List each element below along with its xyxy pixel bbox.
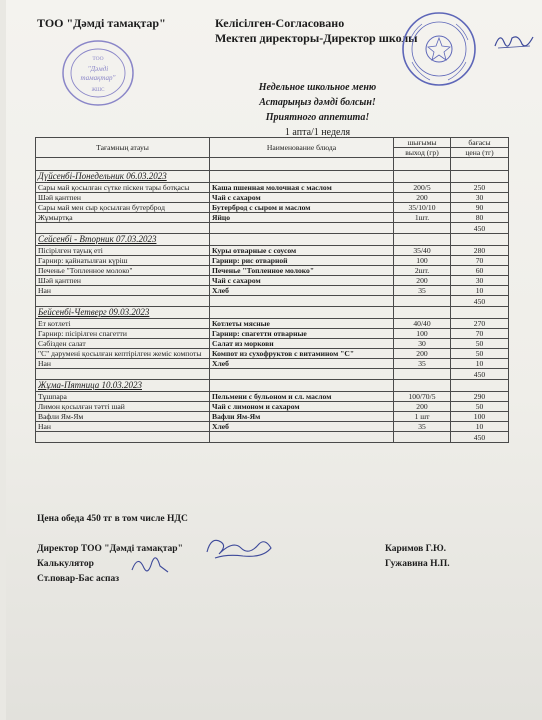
signatory-names — [385, 542, 450, 572]
dish-name-kz: Нан — [36, 422, 210, 432]
table-row — [36, 286, 509, 296]
table-row — [36, 193, 509, 203]
dish-name-ru: Салат из моркови — [210, 339, 394, 349]
chef-title: Ст.повар-Бас аспаз — [37, 574, 120, 584]
table-row — [36, 203, 509, 213]
dish-name-ru: Гарнир: рис отварной — [210, 256, 394, 266]
dish-price: 80 — [451, 213, 509, 223]
column-header-price-ru: цена (тг) — [451, 148, 509, 158]
stamp-line2: "Дәмді — [87, 65, 109, 73]
dish-name-kz: Гарнир: қайнатылған күріш — [36, 256, 210, 266]
total-row — [36, 432, 509, 443]
column-header-name-ru: Наименование блюда — [210, 138, 394, 158]
approval-title: Келісілген-Согласовано — [215, 16, 345, 30]
table-row — [36, 359, 509, 369]
school-seal — [400, 10, 478, 88]
dish-yield: 1шт. — [394, 213, 451, 223]
day-total: 450 — [451, 223, 509, 234]
dish-name-kz: Жұмыртқа — [36, 213, 210, 223]
dish-name-kz: Сары май қосылған сүтке піскен тары ботқасы — [36, 183, 210, 193]
dish-price: 270 — [451, 319, 509, 329]
dish-yield: 35/40 — [394, 246, 451, 256]
week-label: 1 апта/1 неделя — [284, 127, 351, 138]
director-title: Директор ТОО "Дәмді тамақтар" — [37, 544, 183, 554]
stamp-line1: ТОО — [92, 56, 104, 62]
calculator-name: Гужавина Н.П. — [385, 559, 450, 569]
dish-yield: 200 — [394, 349, 451, 359]
table-row — [36, 392, 509, 402]
dish-name-ru: Хлеб — [210, 286, 394, 296]
dish-price: 70 — [451, 256, 509, 266]
dish-price: 50 — [451, 349, 509, 359]
dish-name-ru: Каша пшенная молочная с маслом — [210, 183, 394, 193]
day-title: Сейсенбі - Вторник 07.03.2023 — [36, 234, 210, 246]
menu-table — [35, 137, 509, 443]
dish-name-ru: Гарнир: спагетти отварные — [210, 329, 394, 339]
dish-price: 10 — [451, 286, 509, 296]
dish-yield: 2шт. — [394, 266, 451, 276]
dish-name-ru: Пельмени с бульоном и сл. маслом — [210, 392, 394, 402]
dish-name-kz: Тұшпара — [36, 392, 210, 402]
dish-name-kz: Лимон қосылған тәтті шай — [36, 402, 210, 412]
column-header-name-kz: Тағамның атауы — [36, 138, 210, 158]
day-title: Бейсенбі-Четверг 09.03.2023 — [36, 307, 210, 319]
dish-price: 90 — [451, 203, 509, 213]
stamp-line3: тамақтар" — [80, 74, 116, 82]
approval-block — [215, 16, 418, 46]
day-total: 450 — [451, 432, 509, 443]
day-title: Жұма-Пятница 10.03.2023 — [36, 380, 210, 392]
dish-price: 70 — [451, 329, 509, 339]
dish-yield: 100/70/5 — [394, 392, 451, 402]
dish-name-ru: Компот из сухофруктов с витамином "С" — [210, 349, 394, 359]
table-row — [36, 422, 509, 432]
dish-price: 280 — [451, 246, 509, 256]
dish-name-kz: Пісірілген тауық еті — [36, 246, 210, 256]
dish-yield: 100 — [394, 329, 451, 339]
dish-yield: 200 — [394, 402, 451, 412]
dish-price: 290 — [451, 392, 509, 402]
table-row — [36, 319, 509, 329]
approval-signatory: Мектеп директоры-Директор школы — [215, 31, 418, 45]
table-row — [36, 266, 509, 276]
total-row — [36, 296, 509, 307]
table-row — [36, 339, 509, 349]
dish-name-kz: Сары май мен сыр қосылған бутерброд — [36, 203, 210, 213]
dish-yield: 200 — [394, 276, 451, 286]
day-header-row — [36, 171, 509, 183]
dish-name-ru: Хлеб — [210, 422, 394, 432]
table-row — [36, 412, 509, 422]
menu-greeting-kz: Астарыңыз дәмді болсын! — [259, 97, 376, 108]
table-row — [36, 183, 509, 193]
day-total: 450 — [451, 369, 509, 380]
total-row — [36, 223, 509, 234]
dish-name-ru: Чай с сахаром — [210, 193, 394, 203]
table-row — [36, 276, 509, 286]
dish-yield: 35 — [394, 286, 451, 296]
dish-yield: 35/10/10 — [394, 203, 451, 213]
menu-greeting-ru: Приятного аппетита! — [265, 112, 370, 123]
dish-price: 250 — [451, 183, 509, 193]
dish-name-kz: Ет котлеті — [36, 319, 210, 329]
lunch-price-note: Цена обеда 450 тг в том числе НДС — [37, 514, 188, 524]
dish-yield: 30 — [394, 339, 451, 349]
dish-name-kz: Шәй қантпен — [36, 276, 210, 286]
dish-name-kz: Печенье "Топленное молоко" — [36, 266, 210, 276]
dish-name-ru: Чай с сахаром — [210, 276, 394, 286]
menu-title: Недельное школьное меню — [258, 82, 377, 93]
dish-yield: 35 — [394, 359, 451, 369]
director-company-signature — [203, 534, 275, 564]
dish-price: 30 — [451, 276, 509, 286]
dish-price: 50 — [451, 402, 509, 412]
dish-name-kz: Вафли Ям-Ям — [36, 412, 210, 422]
table-row — [36, 246, 509, 256]
director-signature — [492, 28, 536, 54]
column-header-yield-kz: шығымы — [394, 138, 451, 148]
day-header-row — [36, 234, 509, 246]
table-row — [36, 213, 509, 223]
spacer-row — [36, 158, 509, 171]
day-title: Дүйсенбі-Понедельник 06.03.2023 — [36, 171, 210, 183]
table-row — [36, 256, 509, 266]
dish-name-kz: Сәбізден салат — [36, 339, 210, 349]
column-header-price-kz: бағасы — [451, 138, 509, 148]
company-name: ТОО "Дәмді тамақтар" — [37, 16, 166, 30]
dish-name-ru: Печенье "Топленное молоко" — [210, 266, 394, 276]
dish-name-kz: Шәй қантпен — [36, 193, 210, 203]
dish-name-kz: Нан — [36, 286, 210, 296]
table-row — [36, 329, 509, 339]
dish-price: 60 — [451, 266, 509, 276]
dish-name-ru: Куры отварные с соусом — [210, 246, 394, 256]
dish-name-kz: "С" дәрумені қосылған кептірілген жеміс компоты — [36, 349, 210, 359]
dish-name-ru: Котлеты мясные — [210, 319, 394, 329]
dish-name-kz: Нан — [36, 359, 210, 369]
dish-yield: 1 шт — [394, 412, 451, 422]
dish-price: 100 — [451, 412, 509, 422]
dish-price: 10 — [451, 359, 509, 369]
dish-name-ru: Бутерброд с сыром и маслом — [210, 203, 394, 213]
calculator-title: Калькулятор — [37, 559, 94, 569]
table-row — [36, 402, 509, 412]
dish-name-kz: Гарнир: пісірілген спагетти — [36, 329, 210, 339]
dish-yield: 200/5 — [394, 183, 451, 193]
table-row — [36, 349, 509, 359]
calculator-signature — [128, 550, 172, 578]
menu-intro — [200, 80, 435, 140]
dish-name-ru: Яйцо — [210, 213, 394, 223]
director-name: Каримов Г.Ю. — [385, 544, 447, 554]
dish-name-ru: Хлеб — [210, 359, 394, 369]
total-row — [36, 369, 509, 380]
dish-price: 10 — [451, 422, 509, 432]
dish-price: 30 — [451, 193, 509, 203]
day-header-row — [36, 307, 509, 319]
dish-price: 50 — [451, 339, 509, 349]
dish-name-ru: Чай с лимоном и сахаром — [210, 402, 394, 412]
day-header-row — [36, 380, 509, 392]
dish-yield: 35 — [394, 422, 451, 432]
company-stamp — [60, 38, 136, 108]
stamp-line4: ЖШС — [91, 88, 105, 93]
dish-yield: 200 — [394, 193, 451, 203]
dish-name-ru: Вафли Ям-Ям — [210, 412, 394, 422]
column-header-yield-ru: выход (гр) — [394, 148, 451, 158]
day-total: 450 — [451, 296, 509, 307]
dish-yield: 40/40 — [394, 319, 451, 329]
dish-yield: 100 — [394, 256, 451, 266]
